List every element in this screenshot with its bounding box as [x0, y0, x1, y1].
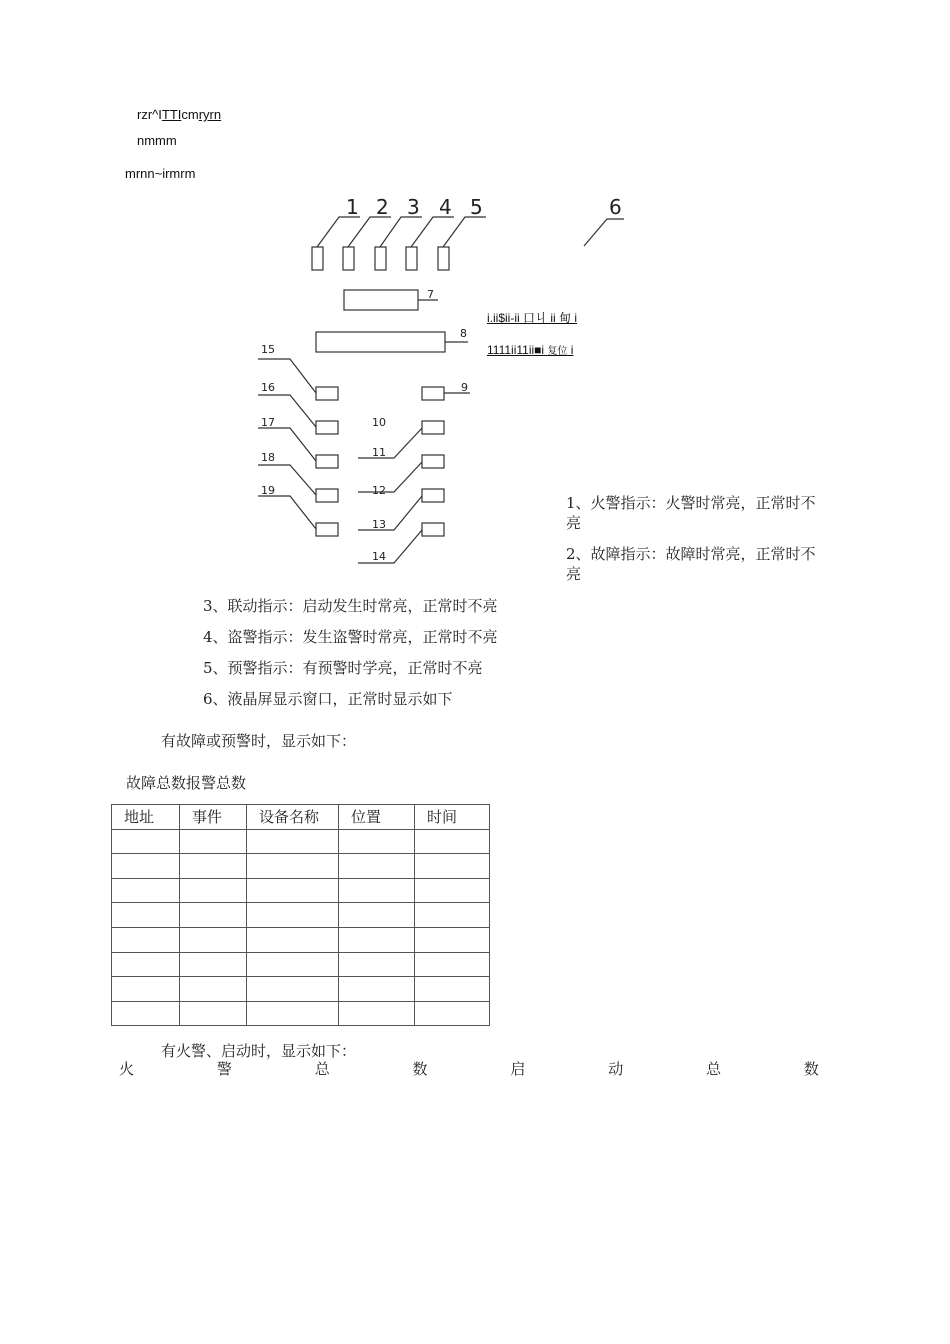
display-box-7 — [344, 290, 418, 310]
panel-text-2 — [487, 342, 573, 357]
button-box-19 — [316, 523, 338, 536]
leader-1 — [317, 217, 360, 247]
table-row — [112, 952, 490, 977]
col-header-address: 地址 — [112, 805, 180, 830]
leader-19 — [258, 496, 316, 529]
note-5: 5、预警指示：有预警时学亮，正常时不亮 — [203, 659, 483, 677]
leader-5 — [443, 217, 486, 247]
label-9: 9 — [461, 381, 468, 394]
header-line-1-part-d: ryrn — [198, 107, 222, 122]
table-row — [112, 829, 490, 854]
fire-totals-char: 总 — [706, 1060, 722, 1078]
label-3: 3 — [407, 195, 420, 219]
button-box-9 — [422, 387, 444, 400]
header-line-1-part-c: cm — [181, 107, 199, 122]
fire-intro: 有火警、启动时，显示如下： — [161, 1042, 357, 1060]
fire-totals-char: 启 — [510, 1060, 526, 1078]
button-box-18 — [316, 489, 338, 502]
label-14: 14 — [372, 550, 386, 563]
button-box-16 — [316, 421, 338, 434]
table-row — [112, 903, 490, 928]
event-table — [111, 804, 490, 1026]
fire-totals-char: 动 — [608, 1060, 624, 1078]
col-header-device-name: 设备名称 — [247, 805, 339, 830]
header-line-1-part-b: TTI — [161, 107, 182, 122]
button-box-17 — [316, 455, 338, 468]
indicator-box-5 — [438, 247, 449, 270]
panel-text-2-reset: 复位 — [547, 346, 568, 357]
label-4: 4 — [439, 195, 452, 219]
leader-2 — [348, 217, 391, 247]
header-line-2: nmmm — [137, 133, 177, 148]
label-2: 2 — [376, 195, 389, 219]
side-note-2: 2、故障指示：故障时常亮，正常时不亮 — [566, 545, 816, 583]
fire-totals-char: 数 — [803, 1060, 819, 1078]
header-line-1-part-a: rzr^I — [137, 107, 162, 122]
col-header-position: 位置 — [339, 805, 415, 830]
table-row — [112, 977, 490, 1002]
fire-totals-line — [119, 1058, 819, 1079]
label-1: 1 — [346, 195, 359, 219]
fault-intro: 有故障或预警时，显示如下： — [161, 732, 357, 750]
label-6: 6 — [609, 195, 622, 219]
label-13: 13 — [372, 518, 386, 531]
table-header-row — [112, 805, 490, 830]
button-box-15 — [316, 387, 338, 400]
label-7: 7 — [427, 288, 434, 301]
leader-6 — [584, 219, 624, 246]
label-11: 11 — [372, 446, 386, 459]
table-row — [112, 854, 490, 879]
header-line-3: mrnn~irmrm — [125, 166, 196, 181]
indicator-box-4 — [406, 247, 417, 270]
label-5: 5 — [470, 195, 483, 219]
label-10: 10 — [372, 416, 386, 429]
leader-10 — [358, 428, 422, 458]
label-16: 16 — [261, 381, 275, 394]
button-box-11 — [422, 455, 444, 468]
side-note-1: 1、火警指示：火警时常亮，正常时不亮 — [566, 494, 816, 532]
table-row — [112, 878, 490, 903]
panel-text-1: i.ii$ii-ii 口丩 ii 甸 i — [487, 311, 578, 325]
fire-totals-char: 总 — [314, 1060, 330, 1078]
button-box-12 — [422, 489, 444, 502]
fire-totals-char: 警 — [216, 1060, 232, 1078]
table-row — [112, 927, 490, 952]
label-17: 17 — [261, 416, 275, 429]
leader-3 — [380, 217, 422, 247]
leader-11 — [358, 462, 422, 492]
col-header-event: 事件 — [180, 805, 247, 830]
fire-totals-char: 数 — [412, 1060, 428, 1078]
col-header-time: 时间 — [415, 805, 490, 830]
table-row — [112, 1001, 490, 1026]
label-18: 18 — [261, 451, 275, 464]
leader-4 — [411, 217, 454, 247]
note-6: 6、液晶屏显示窗口，正常时显示如下 — [203, 690, 453, 708]
label-19: 19 — [261, 484, 275, 497]
indicator-box-2 — [343, 247, 354, 270]
indicator-box-3 — [375, 247, 386, 270]
leader-12 — [358, 496, 422, 530]
indicator-box-1 — [312, 247, 323, 270]
display-box-8 — [316, 332, 445, 352]
leader-13 — [358, 530, 422, 563]
note-4: 4、盗警指示：发生盗警时常亮，正常时不亮 — [203, 628, 498, 646]
fire-totals-char: 火 — [119, 1060, 135, 1078]
note-3: 3、联动指示：启动发生时常亮，正常时不亮 — [203, 597, 498, 615]
label-8: 8 — [460, 327, 467, 340]
panel-text-2-part-a: 1111ii11ii■i — [487, 343, 548, 357]
label-12: 12 — [372, 484, 386, 497]
label-15: 15 — [261, 343, 275, 356]
button-box-10 — [422, 421, 444, 434]
button-box-13 — [422, 523, 444, 536]
panel-text-2-part-c: i — [567, 343, 574, 357]
fault-totals: 故障总数报警总数 — [126, 774, 247, 792]
